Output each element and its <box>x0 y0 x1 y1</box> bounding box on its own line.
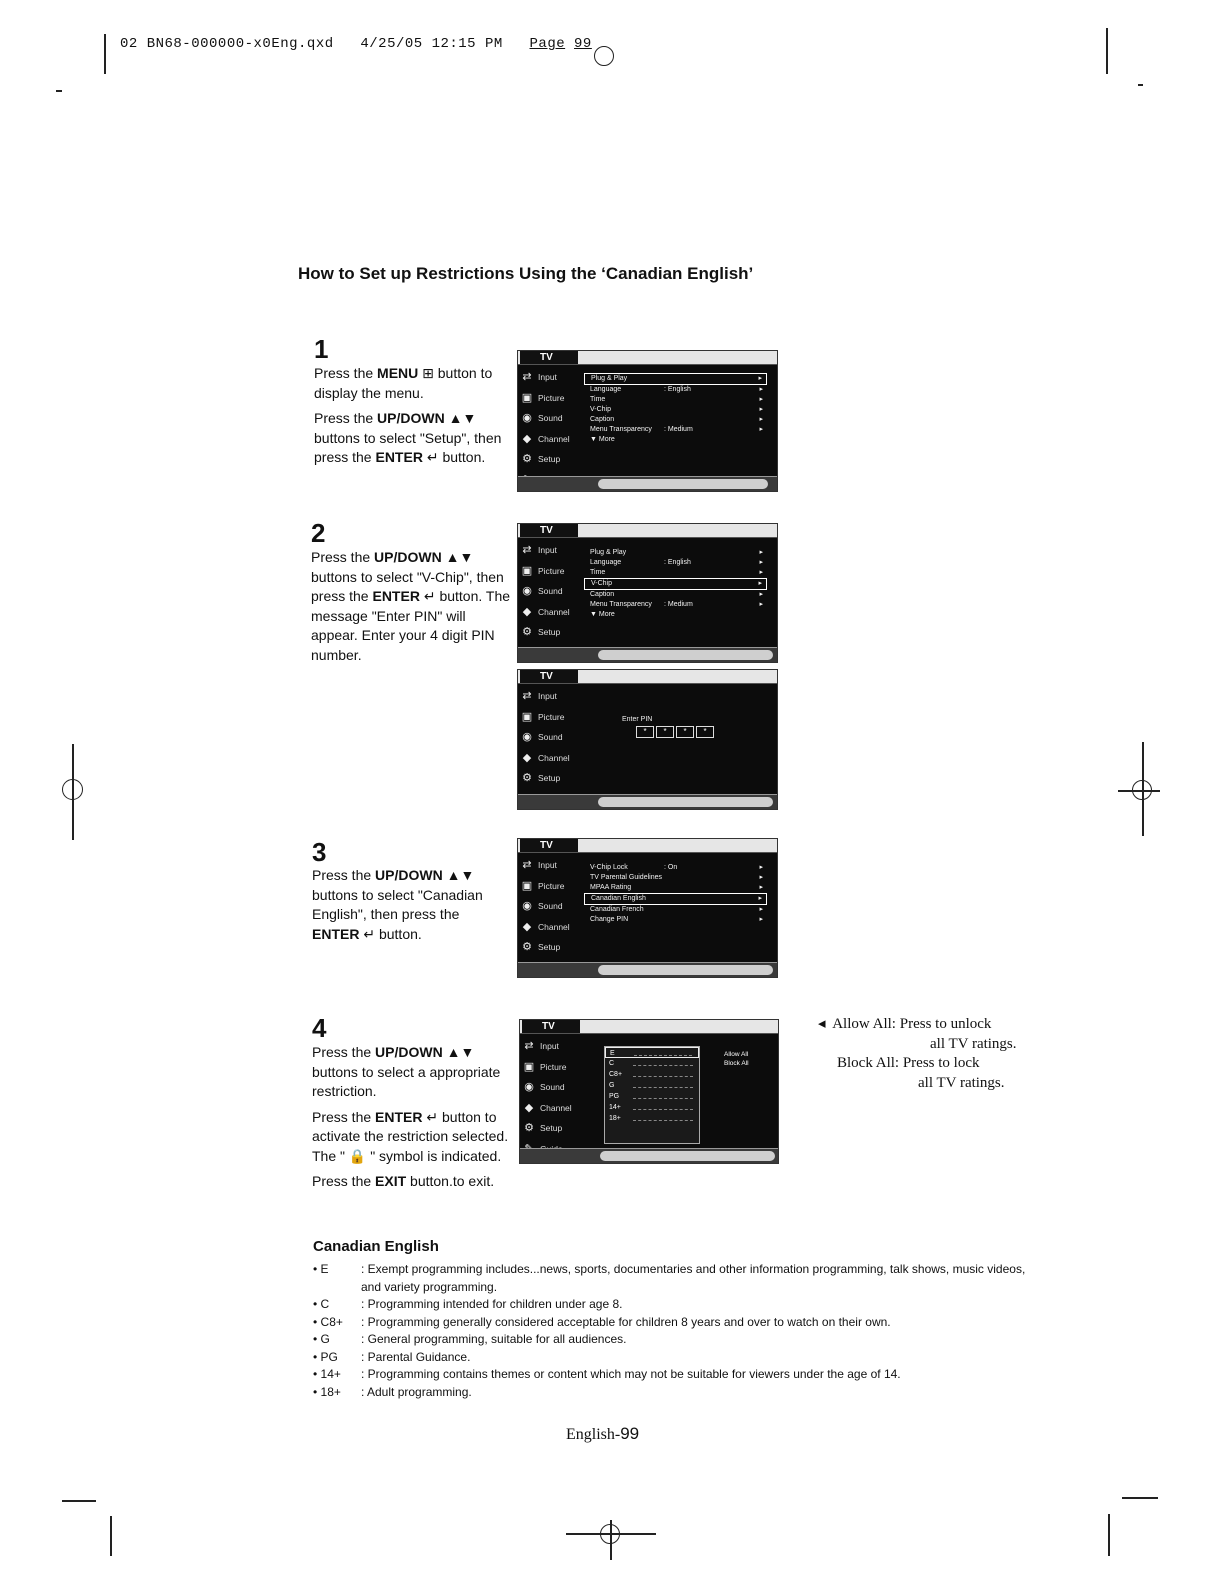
sidebar-item-sound <box>520 896 576 917</box>
menu-footer <box>518 794 777 809</box>
crop-mark <box>1122 1497 1158 1499</box>
sound-icon: ◉ <box>522 900 532 913</box>
crop-mark <box>110 1516 112 1556</box>
step-instructions <box>314 364 510 474</box>
menu-item: TV Parental Guidelines ▸ <box>590 874 763 881</box>
sidebar-label: Sound <box>538 901 563 912</box>
pin-digit: * <box>676 726 694 738</box>
picture-icon: ▣ <box>521 879 533 892</box>
tv-menu-screenshot-enter-pin <box>517 669 778 810</box>
sidebar-item-picture <box>520 561 576 582</box>
sidebar-item-input <box>520 367 576 388</box>
sidebar-label: Input <box>538 860 557 871</box>
menu-title-bar <box>518 670 777 684</box>
picture-icon: ▣ <box>521 710 533 723</box>
step-paragraph: Press the UP/DOWN ▲▼ buttons to select "Canadian English", then press the ENTER ↵ button. <box>312 867 483 942</box>
sidebar-label: Sound <box>540 1082 565 1093</box>
crop-mark <box>1138 84 1143 86</box>
sidebar-item-sound <box>520 581 576 602</box>
menu-sidebar <box>520 367 576 490</box>
tv-tag: TV <box>520 839 578 852</box>
menu-footer <box>520 1148 778 1163</box>
tv-menu-screenshot-setup <box>517 350 778 492</box>
sidebar-label: Channel <box>538 606 570 617</box>
input-icon: ⇄ <box>522 859 532 872</box>
step-instructions <box>312 866 508 950</box>
input-icon: ⇄ <box>524 1040 534 1053</box>
pin-entry <box>636 726 714 738</box>
rating-code: • 14+ <box>313 1367 341 1381</box>
sidebar-item-picture <box>522 1057 578 1078</box>
step-paragraph: Press the MENU ⊞ button to display the menu. <box>314 365 493 401</box>
rating-description: : Programming intended for children under age 8. <box>361 1297 623 1311</box>
tv-tag: TV <box>520 670 578 683</box>
sidebar-item-setup <box>520 622 576 643</box>
sidebar-label: Picture <box>538 711 565 722</box>
step-paragraph: Press the UP/DOWN ▲▼ buttons to select "V-Chip", then press the ENTER ↵ button. The message "Enter PIN" will appear. Enter your 4 digit PIN number. <box>311 549 511 663</box>
sidebar-label: Picture <box>538 565 565 576</box>
sidebar-item-picture <box>520 707 576 728</box>
rating-row: E <box>605 1047 699 1058</box>
menu-item: Plug & Play ▸ <box>590 549 763 556</box>
sidebar-item-setup <box>520 449 576 470</box>
menu-item: Canadian English ▸ <box>584 893 767 905</box>
sidebar-label: Sound <box>538 586 563 597</box>
step-number: 3 <box>312 837 327 867</box>
registration-mark <box>594 46 614 66</box>
vchip-menu-list <box>584 863 767 925</box>
sidebar-item-channel <box>520 602 576 623</box>
sidebar-item-input <box>522 1036 578 1057</box>
step-instructions <box>311 548 511 671</box>
tv-tag: TV <box>522 1020 580 1033</box>
sidebar-label: Channel <box>538 752 570 763</box>
setup-icon: ⚙ <box>522 626 532 639</box>
sidebar-item-sound <box>522 1077 578 1098</box>
allow-block-options <box>724 1050 749 1068</box>
menu-item: Canadian French ▸ <box>590 906 763 913</box>
sidebar-label: Sound <box>538 732 563 743</box>
menu-title-bar <box>518 839 777 853</box>
menu-item: V-Chip ▸ <box>590 406 763 413</box>
note-line: all TV ratings. <box>918 1074 1005 1091</box>
setup-menu-list <box>584 548 767 620</box>
menu-item: ▼ More <box>590 436 615 443</box>
sidebar-label: Input <box>538 545 557 556</box>
sound-icon: ◉ <box>524 1081 534 1094</box>
glossary-item <box>313 1384 1031 1402</box>
registration-mark <box>600 1524 620 1544</box>
step-number: 4 <box>312 1013 327 1043</box>
sidebar-item-channel <box>520 429 576 450</box>
sidebar-label: Input <box>540 1041 559 1052</box>
note-line: ◂ Allow All: Press to unlock <box>818 1016 992 1032</box>
menu-title-bar <box>518 524 777 538</box>
menu-item: MPAA Rating ▸ <box>590 884 763 891</box>
page-title: How to Set up Restrictions Using the ‘Canadian English’ <box>298 264 754 283</box>
rating-row: G <box>605 1080 699 1091</box>
glossary-item <box>313 1366 1031 1384</box>
rating-row: 18+ <box>605 1113 699 1124</box>
allow-all-option: Allow All <box>724 1051 749 1058</box>
sidebar-label: Picture <box>540 1061 567 1072</box>
picture-icon: ▣ <box>521 564 533 577</box>
menu-item: Caption ▸ <box>590 591 763 598</box>
picture-icon: ▣ <box>523 1060 535 1073</box>
glossary-item <box>313 1261 1031 1296</box>
menu-item: Plug & Play ▸ <box>584 373 767 385</box>
pin-prompt: Enter PIN <box>622 716 653 723</box>
file-slug: 02 BN68-000000-x0Eng.qxd 4/25/05 12:15 PM Page 99 <box>120 36 592 52</box>
rating-code: • G <box>313 1332 330 1346</box>
sidebar-item-setup <box>522 1118 578 1139</box>
step-paragraph: Press the UP/DOWN ▲▼ buttons to select a appropriate restriction. <box>312 1044 501 1099</box>
ratings-grid <box>604 1046 700 1144</box>
menu-item: Menu Transparency : Medium ▸ <box>590 601 763 608</box>
menu-item: Menu Transparency : Medium ▸ <box>590 426 763 433</box>
crop-mark <box>1106 28 1108 74</box>
step-number: 2 <box>311 518 326 548</box>
crop-mark <box>104 34 106 74</box>
sidebar-label: Setup <box>540 1123 563 1134</box>
menu-title-bar <box>518 351 777 365</box>
sidebar-item-setup <box>520 768 576 789</box>
note-line: all TV ratings. <box>930 1035 1017 1052</box>
menu-item: Time ▸ <box>590 396 763 403</box>
rating-code: • C8+ <box>313 1314 343 1329</box>
setup-icon: ⚙ <box>522 941 532 954</box>
triangle-left-icon: ◂ <box>818 1016 826 1032</box>
setup-menu-list <box>584 373 767 445</box>
sidebar-item-input <box>520 686 576 707</box>
rating-description: : Exempt programming includes...news, sports, documentaries and other information programming, talk shows, music videos, and variety programming. <box>361 1262 1026 1294</box>
menu-sidebar <box>520 855 576 978</box>
glossary-item <box>313 1331 1031 1349</box>
sidebar-label: Input <box>538 691 557 702</box>
menu-title-bar <box>520 1020 778 1034</box>
input-icon: ⇄ <box>522 544 532 557</box>
input-icon: ⇄ <box>522 371 532 384</box>
glossary-item <box>313 1296 1031 1314</box>
sidebar-label: Sound <box>538 413 563 424</box>
sidebar-item-input <box>520 540 576 561</box>
pin-digit: * <box>636 726 654 738</box>
canadian-english-glossary <box>313 1238 1031 1401</box>
step-paragraph: Press the ENTER ↵ button to activate the restriction selected. The " 🔒 " symbol is indicated. <box>312 1108 509 1164</box>
menu-sidebar <box>522 1036 578 1159</box>
sound-icon: ◉ <box>522 412 532 425</box>
note-line: Block All: Press to lock <box>837 1055 980 1071</box>
sidebar-label: Picture <box>538 880 565 891</box>
menu-footer <box>518 962 777 977</box>
rating-code: • E <box>313 1262 329 1276</box>
pin-digit: * <box>656 726 674 738</box>
input-icon: ⇄ <box>522 690 532 703</box>
menu-item: V-Chip Lock : On ▸ <box>590 864 763 871</box>
sidebar-item-picture <box>520 388 576 409</box>
allow-block-note <box>818 1015 1017 1093</box>
menu-footer <box>518 647 777 662</box>
tv-tag: TV <box>520 351 578 364</box>
block-all-option: Block All <box>724 1060 749 1067</box>
tv-menu-screenshot-ratings <box>519 1019 779 1164</box>
sidebar-label: Channel <box>540 1102 572 1113</box>
sidebar-label: Setup <box>538 773 561 784</box>
rating-code: • 18+ <box>313 1384 341 1399</box>
tv-menu-screenshot-canadian-english <box>517 838 778 978</box>
menu-item: Language : English ▸ <box>590 386 763 393</box>
setup-icon: ⚙ <box>522 453 532 466</box>
menu-item: V-Chip ▸ <box>584 578 767 590</box>
rating-description: : Programming contains themes or content which may not be suitable for viewers under the age of 14. <box>361 1367 901 1381</box>
tv-menu-screenshot-vchip <box>517 523 778 663</box>
step-instructions <box>312 1043 514 1198</box>
menu-sidebar <box>520 686 576 809</box>
menu-item: Caption ▸ <box>590 416 763 423</box>
channel-icon: ◆ <box>524 1101 534 1114</box>
menu-footer <box>518 476 777 491</box>
sidebar-item-input <box>520 855 576 876</box>
sidebar-label: Picture <box>538 392 565 403</box>
sound-icon: ◉ <box>522 731 532 744</box>
menu-item: Language : English ▸ <box>590 559 763 566</box>
crop-mark <box>56 90 62 92</box>
registration-mark <box>62 779 83 800</box>
menu-item: Time ▸ <box>590 569 763 576</box>
registration-mark <box>1132 780 1152 800</box>
sidebar-label: Input <box>538 372 557 383</box>
sidebar-label: Setup <box>538 627 561 638</box>
sidebar-item-sound <box>520 408 576 429</box>
channel-icon: ◆ <box>522 432 532 445</box>
step-paragraph: Press the EXIT button.to exit. <box>312 1173 495 1189</box>
channel-icon: ◆ <box>522 605 532 618</box>
menu-item: ▼ More <box>590 611 615 618</box>
step-paragraph: Press the UP/DOWN ▲▼ buttons to select "Setup", then press the ENTER ↵ button. <box>314 410 502 465</box>
step-number: 1 <box>314 334 329 364</box>
crop-mark <box>1108 1514 1110 1556</box>
glossary-item <box>313 1349 1031 1367</box>
sidebar-label: Channel <box>538 921 570 932</box>
sidebar-item-channel <box>520 748 576 769</box>
rating-description: : Programming generally considered acceptable for children 8 years and over to watch on their own. <box>361 1314 891 1329</box>
rating-description: : Adult programming. <box>361 1384 472 1399</box>
menu-item: Change PIN ▸ <box>590 916 763 923</box>
sidebar-item-channel <box>522 1098 578 1119</box>
sound-icon: ◉ <box>522 585 532 598</box>
pin-digit: * <box>696 726 714 738</box>
tv-tag: TV <box>520 524 578 537</box>
rating-row: PG <box>605 1091 699 1102</box>
channel-icon: ◆ <box>522 751 532 764</box>
picture-icon: ▣ <box>521 391 533 404</box>
sidebar-label: Channel <box>538 433 570 444</box>
glossary-heading: Canadian English <box>313 1238 439 1255</box>
sidebar-item-setup <box>520 937 576 958</box>
sidebar-label: Setup <box>538 454 561 465</box>
setup-icon: ⚙ <box>524 1122 534 1135</box>
rating-row: C <box>605 1058 699 1069</box>
rating-description: : General programming, suitable for all audiences. <box>361 1332 627 1346</box>
sidebar-item-picture <box>520 876 576 897</box>
rating-code: • PG <box>313 1349 338 1364</box>
rating-code: • C <box>313 1297 330 1311</box>
rating-description: : Parental Guidance. <box>361 1349 471 1364</box>
rating-row: C8+ <box>605 1069 699 1080</box>
setup-icon: ⚙ <box>522 772 532 785</box>
sidebar-label: Setup <box>538 942 561 953</box>
rating-row: 14+ <box>605 1102 699 1113</box>
sidebar-item-sound <box>520 727 576 748</box>
channel-icon: ◆ <box>522 920 532 933</box>
page-footer: English-99 <box>566 1424 640 1443</box>
menu-sidebar <box>520 540 576 663</box>
glossary-item <box>313 1314 1031 1332</box>
sidebar-item-channel <box>520 917 576 938</box>
crop-mark <box>62 1500 96 1502</box>
